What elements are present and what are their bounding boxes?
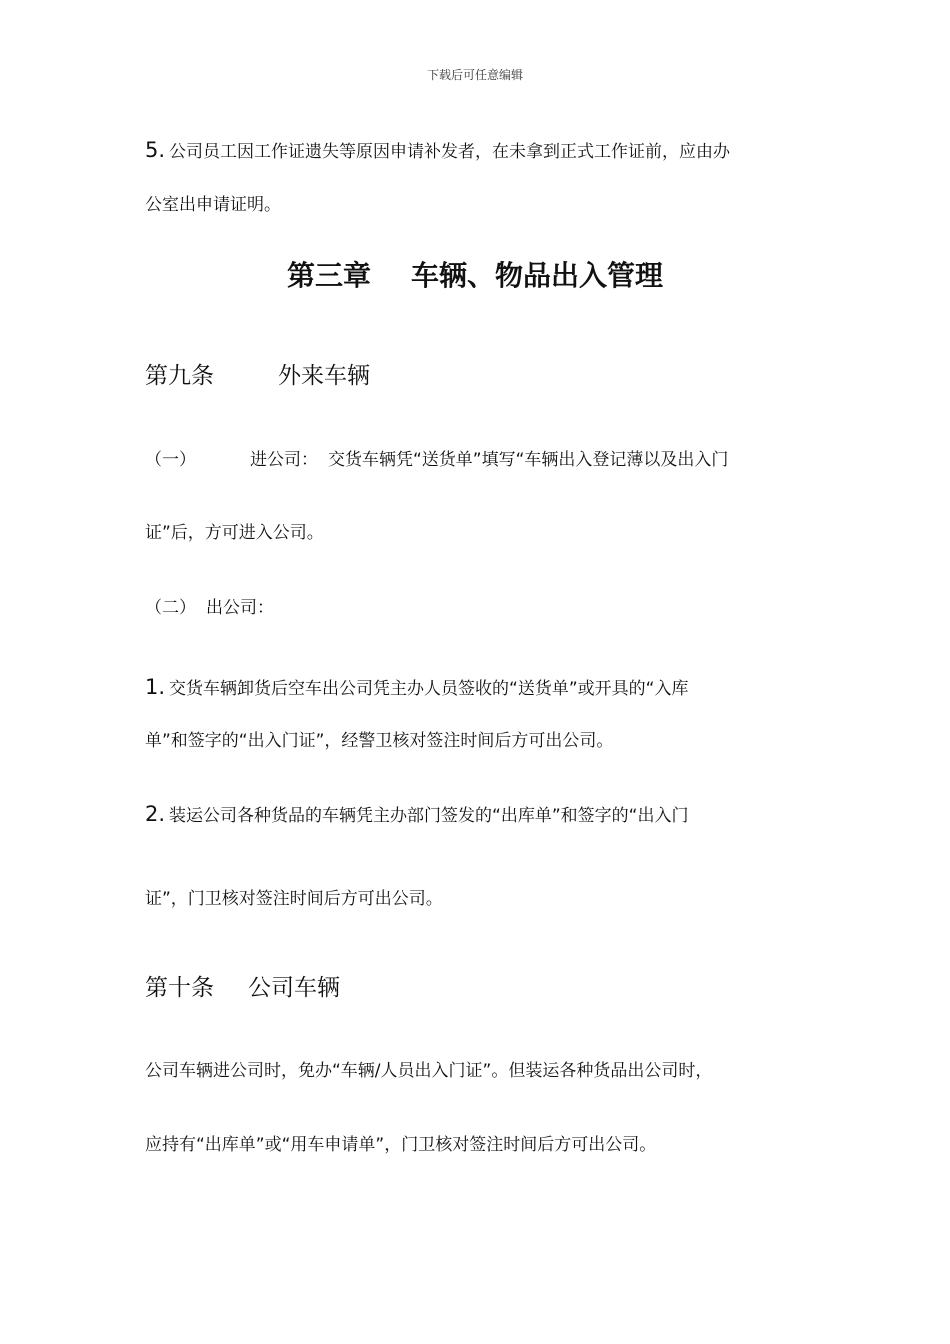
sec1-head: 进公司： [250,450,318,470]
sec2-head: 出公司： [206,598,274,618]
chapter-title: 车辆、物品出入管理 [411,259,664,292]
item1-text-line2: 单”和签字的“出入门证”，经警卫核对签注时间后方可出公司。 [145,731,614,751]
article9-sec2 [145,596,274,620]
article9-item1-line1 [145,675,688,701]
sec1-text-line2: 证”后，方可进入公司。 [145,523,324,543]
sec1-marker: （一） [145,450,196,470]
article10-title: 公司车辆 [248,975,340,1001]
item5-text-line1: 公司员工因工作证遗失等原因申请补发者，在未拿到正式工作证前，应由办 [169,142,731,162]
article10-label: 第十条 [145,975,214,1001]
article10-heading [145,972,340,1004]
article9-item2-line1 [145,802,688,828]
article10-text-line1: 公司车辆进公司时，免办“车辆/人员出入门证”。但装运各种货品出公司时， [145,1061,713,1081]
item5-line1 [145,138,730,164]
chapter-label: 第三章 [286,259,371,292]
article9-sec1-line1 [145,448,728,472]
item5-text-line2: 公室出申请证明。 [145,195,281,215]
article10-text-line2: 应持有“出库单”或“用车申请单”，门卫核对签注时间后方可出公司。 [145,1135,657,1155]
header-note: 下载后可任意编辑 [426,68,523,82]
item1-number: 1. [145,675,166,699]
item2-number: 2. [145,802,166,826]
article9-heading [145,360,370,392]
chapter-heading [0,256,950,296]
item1-text-line1: 交货车辆卸货后空车出公司凭主办人员签收的“送货单”或开具的“入库 [169,679,689,699]
article9-label: 第九条 [145,363,214,389]
item2-text-line2: 证”，门卫核对签注时间后方可出公司。 [145,889,443,909]
item5-number: 5. [145,138,166,162]
sec1-text-line1: 交货车辆凭“送货单”填写“车辆出入登记薄以及出入门 [328,450,729,470]
sec2-marker: （二） [145,598,196,618]
item2-text-line1: 装运公司各种货品的车辆凭主办部门签发的“出库单”和签字的“出入门 [169,806,689,826]
article9-title: 外来车辆 [278,363,370,389]
